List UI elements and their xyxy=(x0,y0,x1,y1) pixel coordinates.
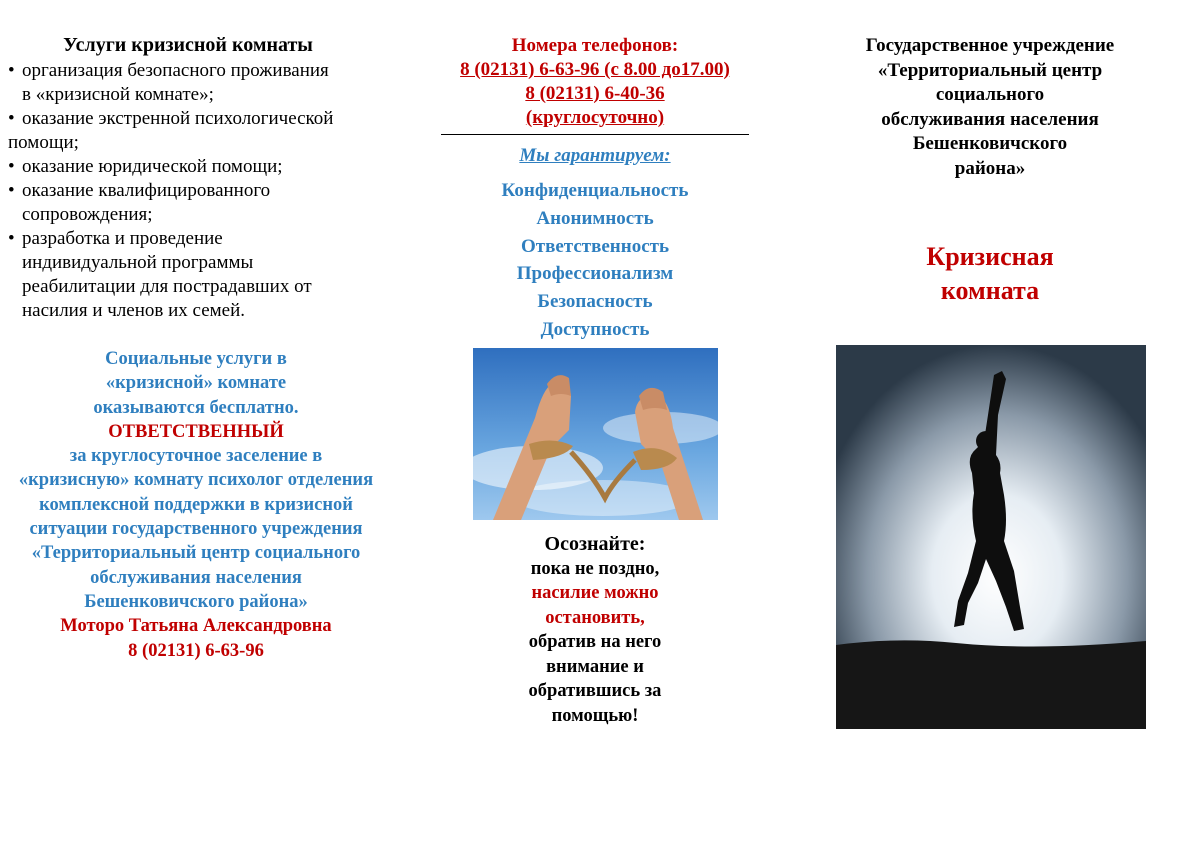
divider xyxy=(441,134,749,135)
phone-24h: 8 (02131) 6-40-36 xyxy=(525,83,665,104)
guarantee-item: Профессионализм xyxy=(516,263,674,285)
free-services-text: Социальные услуги в «кризисной» комнате оказываются бесплатно. xyxy=(93,349,299,418)
guarantee-item: Конфиденциальность xyxy=(501,180,689,201)
service-item: • оказание квалифицированного сопровождения; xyxy=(8,180,271,225)
services-title: Услуги кризисной комнаты xyxy=(63,34,313,56)
jumping-woman-photo xyxy=(836,345,1146,729)
service-item: • оказание юридической помощи; xyxy=(8,156,283,177)
responsible-phone: 8 (02131) 6-63-96 xyxy=(128,640,264,661)
bound-hands-photo xyxy=(473,348,718,520)
guarantee-item: Безопасность xyxy=(537,291,653,313)
aware-title: Осознайте: xyxy=(544,533,646,555)
right-column xyxy=(828,0,1152,848)
service-item: • оказание экстренной психологической помощи; xyxy=(8,108,334,153)
phone-24h-note: (круглосуточно) xyxy=(525,107,665,128)
services-list xyxy=(8,59,388,323)
service-item: • организация безопасного проживания в «кризисной комнате»; xyxy=(8,60,329,105)
aware-line: пока не поздно, xyxy=(530,558,660,579)
aware-block xyxy=(430,532,760,728)
service-item: • разработка и проведение индивидуальной программы реабилитации для пострадавших от насилия и членов их семей. xyxy=(8,228,312,321)
responsible-label: ОТВЕТСТВЕННЫЙ xyxy=(108,421,284,442)
left-column xyxy=(8,0,388,663)
phone-daytime: 8 (02131) 6-63-96 (с 8.00 до17.00) xyxy=(460,59,730,80)
guarantee-item: Ответственность xyxy=(520,235,670,257)
responsible-block xyxy=(8,347,384,663)
responsible-person: Моторо Татьяна Александровна xyxy=(60,616,332,637)
aware-rest: обратив на него внимание и обратившись за помощью! xyxy=(528,632,662,726)
guarantee-list xyxy=(430,177,760,344)
phones-block xyxy=(430,34,760,130)
guarantee-item: Анонимность xyxy=(536,207,654,229)
middle-column xyxy=(430,0,760,848)
brochure-title: Кризисная комната xyxy=(926,241,1054,305)
aware-red-text: насилие можно остановить, xyxy=(531,583,659,628)
guarantee-item: Доступность xyxy=(540,318,650,340)
phones-title: Номера телефонов: xyxy=(511,35,679,56)
organization-name: Государственное учреждение «Территориальный центр социального обслуживания населения Бешенковичского района» xyxy=(865,35,1115,179)
responsible-text: за круглосуточное заселение в «кризисную» комнату психолог отделения комплексной поддержки в кризисной ситуации государственного учреждения «Территориальный центр социального обслуживания населения Бешенковичского района» xyxy=(18,446,374,612)
guarantee-title: Мы гарантируем: xyxy=(519,145,671,166)
